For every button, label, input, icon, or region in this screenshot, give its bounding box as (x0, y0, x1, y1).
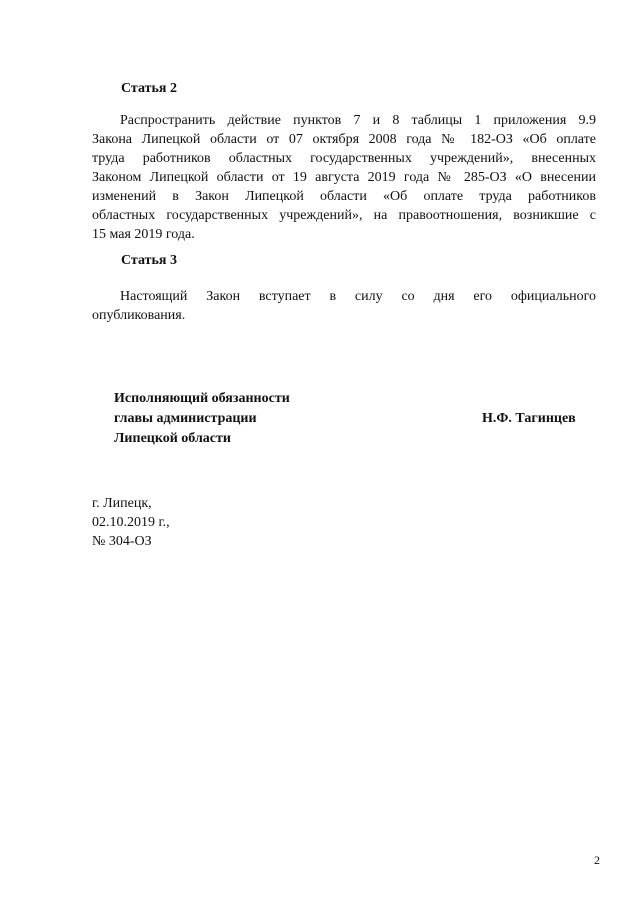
article-2-heading: Статья 2 (121, 81, 177, 96)
page-number: 2 (594, 853, 600, 867)
article-2-body (92, 111, 596, 244)
article-2-line: Законом Липецкой области от 19 августа 2019 года № 285-ОЗ «О внесении (92, 170, 596, 185)
article-2-line: изменений в Закон Липецкой области «Об оплате труда работников (92, 189, 596, 204)
article-2-line: Закона Липецкой области от 07 октября 2008 года № 182-ОЗ «Об оплате (92, 132, 596, 147)
article-3-line: опубликования. (92, 308, 186, 323)
signature-title-line: Липецкой области (114, 431, 231, 446)
signature-title-line: главы администрации (114, 411, 257, 426)
footer-city: г. Липецк, (92, 496, 152, 511)
article-2-line: Распространить действие пунктов 7 и 8 таблицы 1 приложения 9.9 (120, 113, 596, 128)
article-2-line: труда работников областных государственных учреждений», внесенных (92, 151, 596, 166)
article-2-line: 15 мая 2019 года. (92, 227, 195, 242)
signature-title (114, 389, 290, 449)
footer-date: 02.10.2019 г., (92, 515, 170, 530)
article-3-line: Настоящий Закон вступает в силу со дня его официального (120, 289, 596, 304)
signature-title-line: Исполняющий обязанности (114, 391, 290, 406)
article-3-body (92, 287, 596, 325)
article-2-line: областных государственных учреждений», на правоотношения, возникшие с (92, 208, 596, 223)
article-3-heading: Статья 3 (121, 253, 177, 268)
footer-law-number: № 304-ОЗ (92, 534, 152, 549)
signatory-name: Н.Ф. Тагинцев (482, 411, 576, 426)
